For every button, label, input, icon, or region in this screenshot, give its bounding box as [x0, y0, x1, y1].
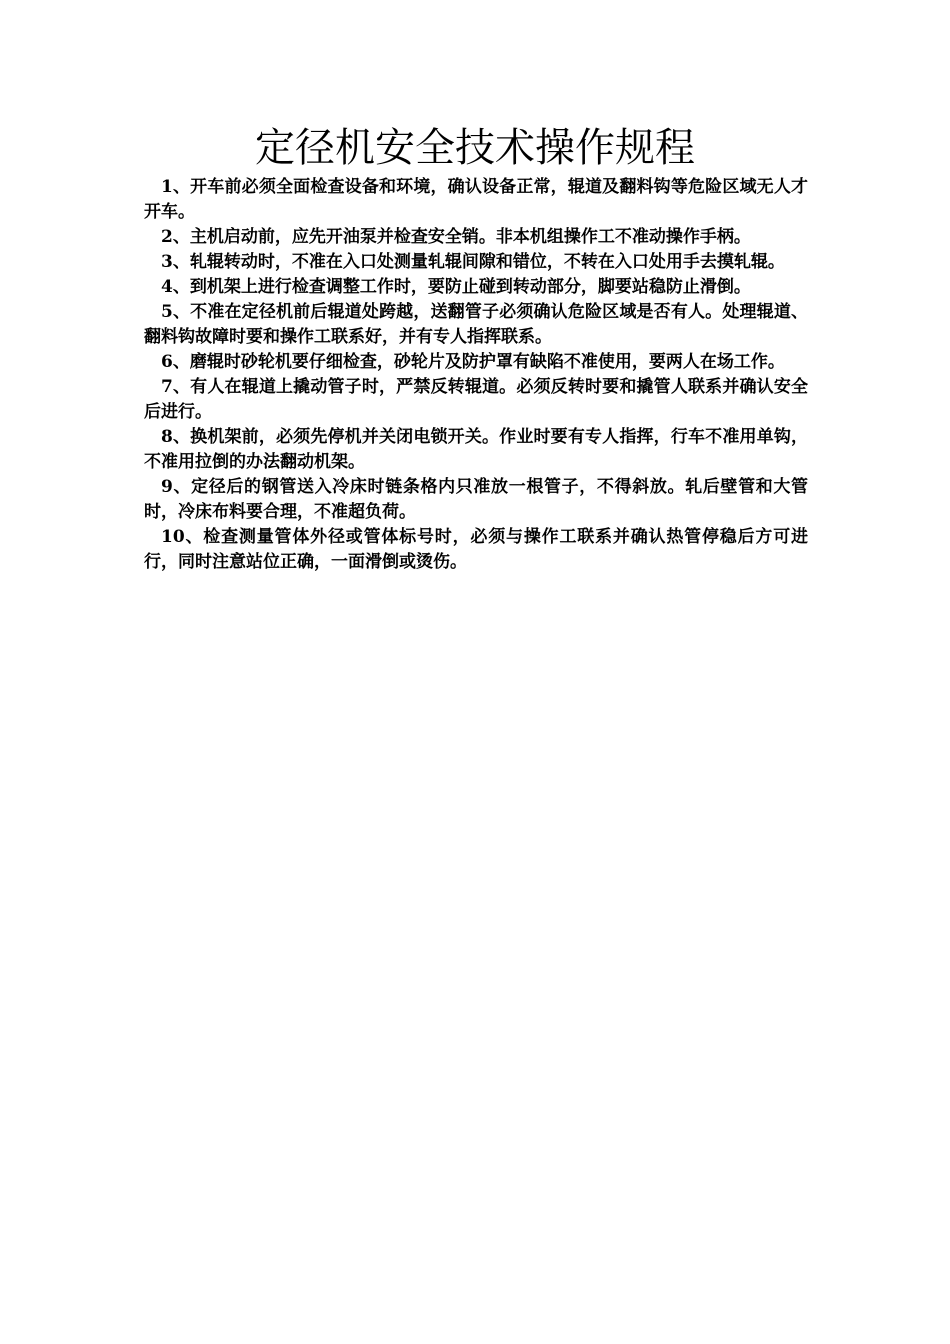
rule-item-10: 10、检查测量管体外径或管体标号时，必须与操作工联系并确认热管停稳后方可进行，同时注意站位正确，一面滑倒或烫伤。 [144, 527, 808, 572]
rule-item-8: 8、换机架前，必须先停机并关闭电锁开关。作业时要有专人指挥，行车不准用单钩，不准用拉倒的办法翻动机架。 [144, 427, 808, 472]
rule-item-7: 7、有人在辊道上撬动管子时，严禁反转辊道。必须反转时要和撬管人联系并确认安全后进行。 [144, 377, 808, 422]
rule-item-4: 4、到机架上进行检查调整工作时，要防止碰到转动部分，脚要站稳防止滑倒。 [161, 277, 751, 297]
rule-item-9: 9、定径后的钢管送入冷床时链条格内只准放一根管子，不得斜放。轧后壁管和大管时，冷床布料要合理，不准超负荷。 [144, 477, 808, 522]
document-title: 定径机安全技术操作规程 [255, 125, 695, 171]
rule-item-5: 5、不准在定径机前后辊道处跨越，送翻管子必须确认危险区域是否有人。处理辊道、翻料钩故障时要和操作工联系好，并有专人指挥联系。 [144, 302, 808, 347]
rule-item-1: 1、开车前必须全面检查设备和环境，确认设备正常，辊道及翻料钩等危险区域无人才开车。 [144, 177, 808, 222]
rules-list [144, 175, 808, 575]
rule-item-6: 6、磨辊时砂轮机要仔细检查，砂轮片及防护罩有缺陷不准使用，要两人在场工作。 [161, 352, 785, 372]
rule-item-3: 3、轧辊转动时，不准在入口处测量轧辊间隙和错位，不转在入口处用手去摸轧辊。 [161, 252, 785, 272]
rule-item-2: 2、主机启动前，应先开油泵并检查安全销。非本机组操作工不准动操作手柄。 [161, 227, 751, 247]
